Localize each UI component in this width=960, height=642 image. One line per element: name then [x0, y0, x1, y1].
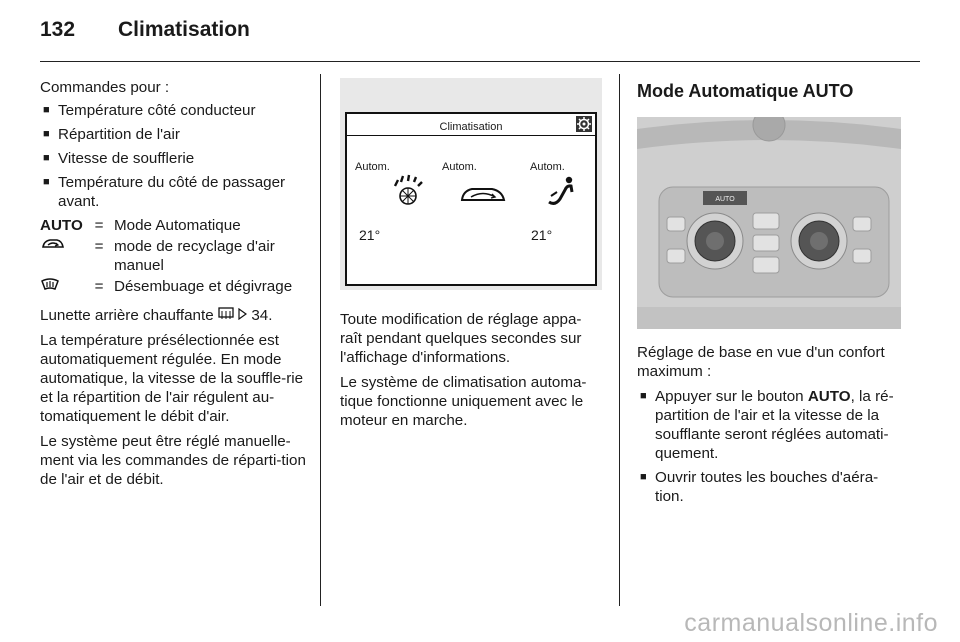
climate-control-panel-image [637, 117, 901, 329]
paragraph: La température présélectionnée est automatiquement régulée. En mode automatique, la vitesse de la souffle-rie et la répartition de l'air régulent au-tomatiquement le débit d'air. [40, 332, 304, 425]
autom-label-recirculation: Autom. [442, 161, 477, 173]
paragraph: Toute modification de réglage appa-raît pendant quelques secondes sur l'affichage d'informations. [340, 311, 582, 366]
paragraph: Le système de climatisation automa-tique fonctionne uniquement avec le moteur en marche. [340, 374, 587, 429]
windscreen-defrost-icon [40, 277, 60, 293]
page-reference-icon [238, 308, 247, 320]
temperature-left: 21° [359, 227, 381, 243]
list-item: ■ Répartition de l'air [40, 125, 310, 144]
autom-label-fan: Autom. [355, 161, 390, 173]
fan-speed-icon [387, 174, 427, 208]
list-item: ■ Température du côté de passager avant. [40, 173, 310, 211]
column-right [637, 78, 905, 511]
screen-title: Climatisation [439, 121, 503, 133]
page-number: 132 [40, 18, 76, 41]
definition-row-recirculation: = mode de recyclage d'air manuel [40, 237, 310, 275]
info-display-screen [345, 112, 597, 286]
page-reference[interactable]: 34. [251, 307, 273, 324]
definition-row-auto: AUTO = Mode Automatique [40, 217, 241, 234]
page-header [40, 18, 920, 62]
column-middle [340, 78, 602, 430]
list-item: ■ Température côté conducteur [40, 101, 310, 120]
air-recirculation-icon [40, 237, 66, 251]
paragraph: Réglage de base en vue d'un confort maximum : [637, 344, 885, 380]
section-title: Mode Automatique AUTO [637, 81, 854, 101]
car-recirculation-icon [459, 182, 507, 206]
column-divider [320, 74, 321, 606]
auto-symbol: AUTO [40, 217, 83, 234]
list-item: ■ Appuyer sur le bouton AUTO, la ré-partition de l'air et la vitesse de la soufflante seront réglées automati-quement. [637, 387, 905, 463]
controls-intro: Commandes pour : [40, 79, 170, 96]
auto-button-label: AUTO [715, 196, 735, 203]
list-item: ■ Vitesse de soufflerie [40, 149, 310, 168]
chapter-title: Climatisation [118, 18, 250, 41]
autom-label-distribution: Autom. [530, 161, 565, 173]
watermark: carmanualsonline.info [684, 609, 938, 637]
definition-row-defrost: = Désembuage et dégivrage [40, 277, 310, 298]
controls-list [40, 101, 310, 211]
auto-mode-steps [637, 387, 905, 506]
auto-button-reference: AUTO [807, 388, 851, 405]
column-left [40, 78, 310, 489]
symbol-definitions [40, 216, 310, 298]
display-illustration [340, 78, 602, 290]
list-item: ■ Ouvrir toutes les bouches d'aéra-tion. [637, 468, 905, 506]
rear-window-line: Lunette arrière chauffante 34. [40, 307, 273, 324]
rear-window-heater-icon [218, 307, 234, 320]
control-panel-photo [637, 117, 901, 329]
temperature-right: 21° [531, 227, 553, 243]
settings-gear-icon [576, 116, 592, 132]
air-distribution-icon [545, 176, 579, 210]
column-divider [619, 74, 620, 606]
paragraph: Le système peut être réglé manuelle-ment via les commandes de réparti-tion de l'air et de débit. [40, 433, 306, 488]
